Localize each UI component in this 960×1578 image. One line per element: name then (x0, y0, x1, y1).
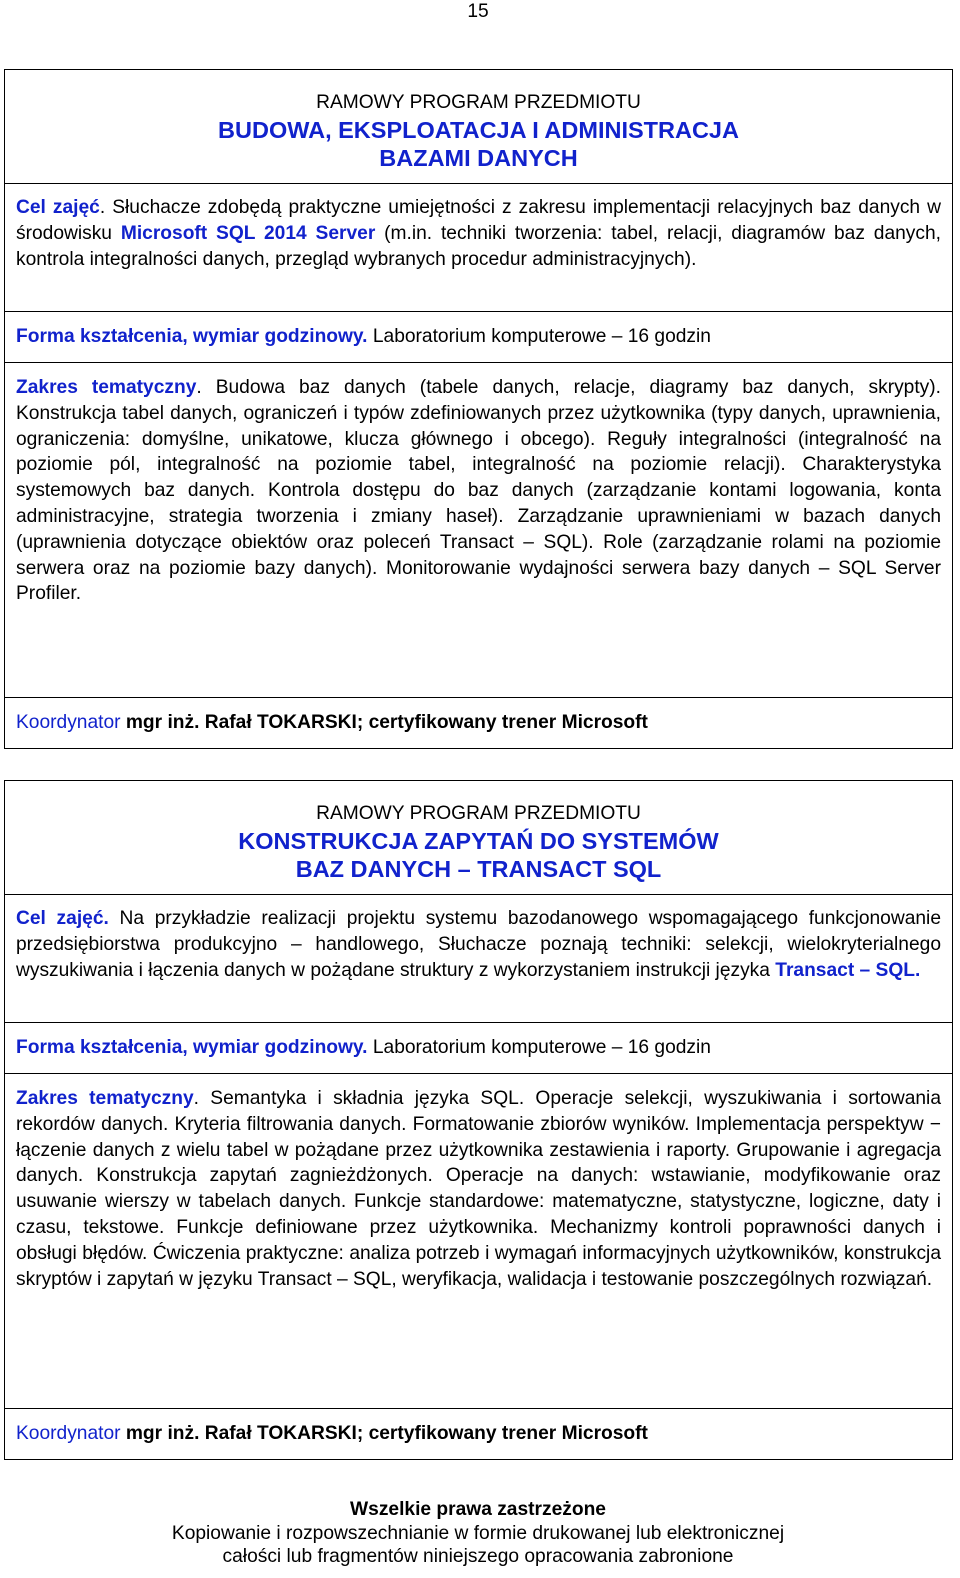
goal-label: Cel zajęć (16, 197, 100, 218)
course-title-line-2: BAZAMI DANYCH (379, 145, 578, 171)
course-title-block (5, 781, 952, 895)
page-number: 15 (467, 1, 489, 22)
course-goal (5, 895, 952, 1023)
course-form (5, 312, 952, 363)
goal-text: Na przykładzie realizacji projektu systemu bazodanowego wspomagającego funkcjonowanie przedsiębiorstwa produkcyjno – handlowego, Słuchacze poznają techniki: selekcji, wielokryterialnego wyszukiwania i łączenia danych w pożądane struktury z wykorzystaniem instrukcji języka (16, 908, 941, 981)
copyright-footer (0, 1498, 956, 1569)
scope-label: Zakres tematyczny (16, 377, 197, 398)
course-scope (5, 363, 952, 698)
scope-text: . Budowa baz danych (tabele danych, relacje, diagramy baz danych, skrypty). Konstrukcja tabel danych, ograniczeń i typów zdefiniowanych przez użytkownika (typy danych, uprawnienia, ograniczenia: domyślne, unikatowe, klucza głównego i obcego). Reguły integralności (integralność na poziomie pól, integralność na poziomie tabel, integralność na poziomie relacji). Charakterystyka systemowych baz danych. Kontrola dostępu do baz danych (zarządzanie kontami logowania, konta administracyjne, strategia tworzenia i zmiany haseł). Zarządzanie uprawnieniami w bazach danych (uprawnienia dotyczące obiektów oraz poleceń Transact – SQL). Role (zarządzanie rolami na poziomie serwera oraz na poziomie bazy danych). Monitorowanie wydajności serwera bazy danych – SQL Server Profiler. (16, 377, 941, 605)
course-title-line-1: KONSTRUKCJA ZAPYTAŃ DO SYSTEMÓW (238, 828, 719, 854)
form-label: Forma kształcenia, wymiar godzinowy. (16, 326, 368, 347)
course-title-line-1: BUDOWA, EKSPLOATACJA I ADMINISTRACJA (218, 117, 739, 143)
course-form (5, 1023, 952, 1074)
form-text: Laboratorium komputerowe – 16 godzin (367, 326, 711, 347)
course-header: RAMOWY PROGRAM PRZEDMIOTU (316, 92, 641, 113)
goal-text-end: (m.in. techniki tworzenia: tabel, relacji, diagramów baz danych, kontrola integralności danych, przegląd wybranych procedur administracyjnych). (16, 222, 941, 270)
coordinator-text: mgr inż. Rafał TOKARSKI; certyfikowany trener Microsoft (120, 1423, 648, 1444)
course-title-line-2: BAZ DANYCH – TRANSACT SQL (295, 856, 662, 882)
form-label: Forma kształcenia, wymiar godzinowy. (16, 1037, 368, 1058)
course-goal (5, 184, 952, 312)
scope-text: . Semantyka i składnia języka SQL. Operacje selekcji, wyszukiwania i sortowania rekordów danych. Kryteria filtrowania danych. Formatowanie zbiorów wyników. Implementacja perspektyw − łączenie danych z wielu tabel w pożądane przez użytkownika zestawienia i raporty. Grupowanie i agregacja danych. Konstrukcja zapytań zagnieżdżonych. Operacje na danych: wstawianie, modyfikowanie oraz usuwanie wierszy w tabelach danych. Funkcje standardowe: matematyczne, statystyczne, logiczne, daty i czasu, tekstowe. Funkcje definiowane przez użytkownika. Mechanizmy kontroli poprawności danych i obsługi błędów. Ćwiczenia praktyczne: analiza potrzeb i wymagań informacyjnych użytkowników, konstrukcja skryptów i zapytań w języku Transact – SQL, weryfikacja, walidacja i testowanie poszczególnych rozwiązań. (16, 1088, 941, 1290)
course-box-2 (4, 780, 953, 1460)
coordinator-text: mgr inż. Rafał TOKARSKI; certyfikowany trener Microsoft (120, 712, 648, 733)
course-coordinator (5, 1409, 952, 1460)
course-box-1 (4, 69, 953, 749)
goal-highlight: Transact – SQL. (775, 959, 921, 981)
footer-line-2: Kopiowanie i rozpowszechnianie w formie drukowanej lub elektronicznej (171, 1522, 785, 1544)
coordinator-label: Koordynator (16, 712, 121, 733)
course-header: RAMOWY PROGRAM PRZEDMIOTU (316, 803, 641, 824)
goal-highlight: Microsoft SQL 2014 Server (120, 222, 376, 244)
course-coordinator (5, 698, 952, 749)
goal-text: . Słuchacze zdobędą praktyczne umiejętności z zakresu implementacji relacyjnych baz danych w środowisku (16, 197, 941, 244)
scope-label: Zakres tematyczny (16, 1088, 194, 1109)
form-text: Laboratorium komputerowe – 16 godzin (367, 1037, 711, 1058)
goal-label: Cel zajęć. (16, 908, 109, 929)
course-scope (5, 1074, 952, 1409)
coordinator-label: Koordynator (16, 1423, 121, 1444)
course-title-block (5, 70, 952, 184)
footer-line-3: całości lub fragmentów niniejszego opracowania zabronione (222, 1546, 734, 1567)
footer-line-1: Wszelkie prawa zastrzeżone (350, 1499, 606, 1520)
